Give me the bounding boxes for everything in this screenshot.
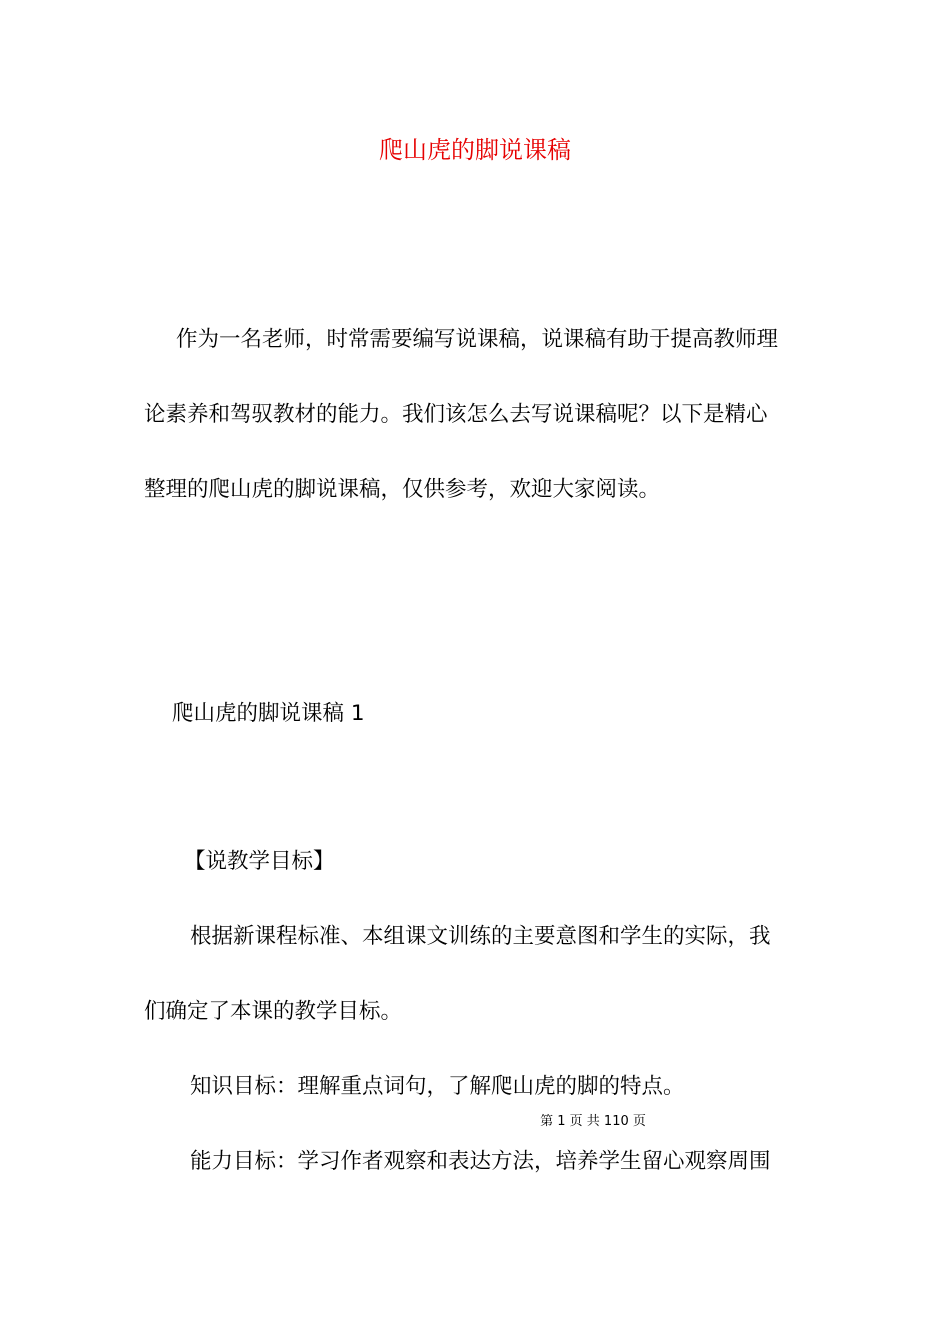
intro-line-1: 作为一名老师，时常需要编写说课稿，说课稿有助于提高教师理 xyxy=(176,327,779,352)
page-footer: 第 1 页 共 110 页 xyxy=(540,1114,646,1129)
section-heading: 爬山虎的脚说课稿 1 xyxy=(172,701,365,726)
body-para1-line-2: 们确定了本课的教学目标。 xyxy=(144,999,403,1024)
body-para1-line-1: 根据新课程标准、本组课文训练的主要意图和学生的实际，我 xyxy=(190,924,771,949)
knowledge-goal: 知识目标：理解重点词句，了解爬山虎的脚的特点。 xyxy=(190,1074,685,1099)
intro-line-3: 整理的爬山虎的脚说课稿，仅供参考，欢迎大家阅读。 xyxy=(144,477,661,502)
ability-goal: 能力目标：学习作者观察和表达方法，培养学生留心观察周围 xyxy=(190,1149,771,1174)
subheading-teaching-goals: 【说教学目标】 xyxy=(184,849,335,874)
intro-line-2: 论素养和驾驭教材的能力。我们该怎么去写说课稿呢？以下是精心 xyxy=(144,402,768,427)
page-title: 爬山虎的脚说课稿 xyxy=(379,136,571,164)
